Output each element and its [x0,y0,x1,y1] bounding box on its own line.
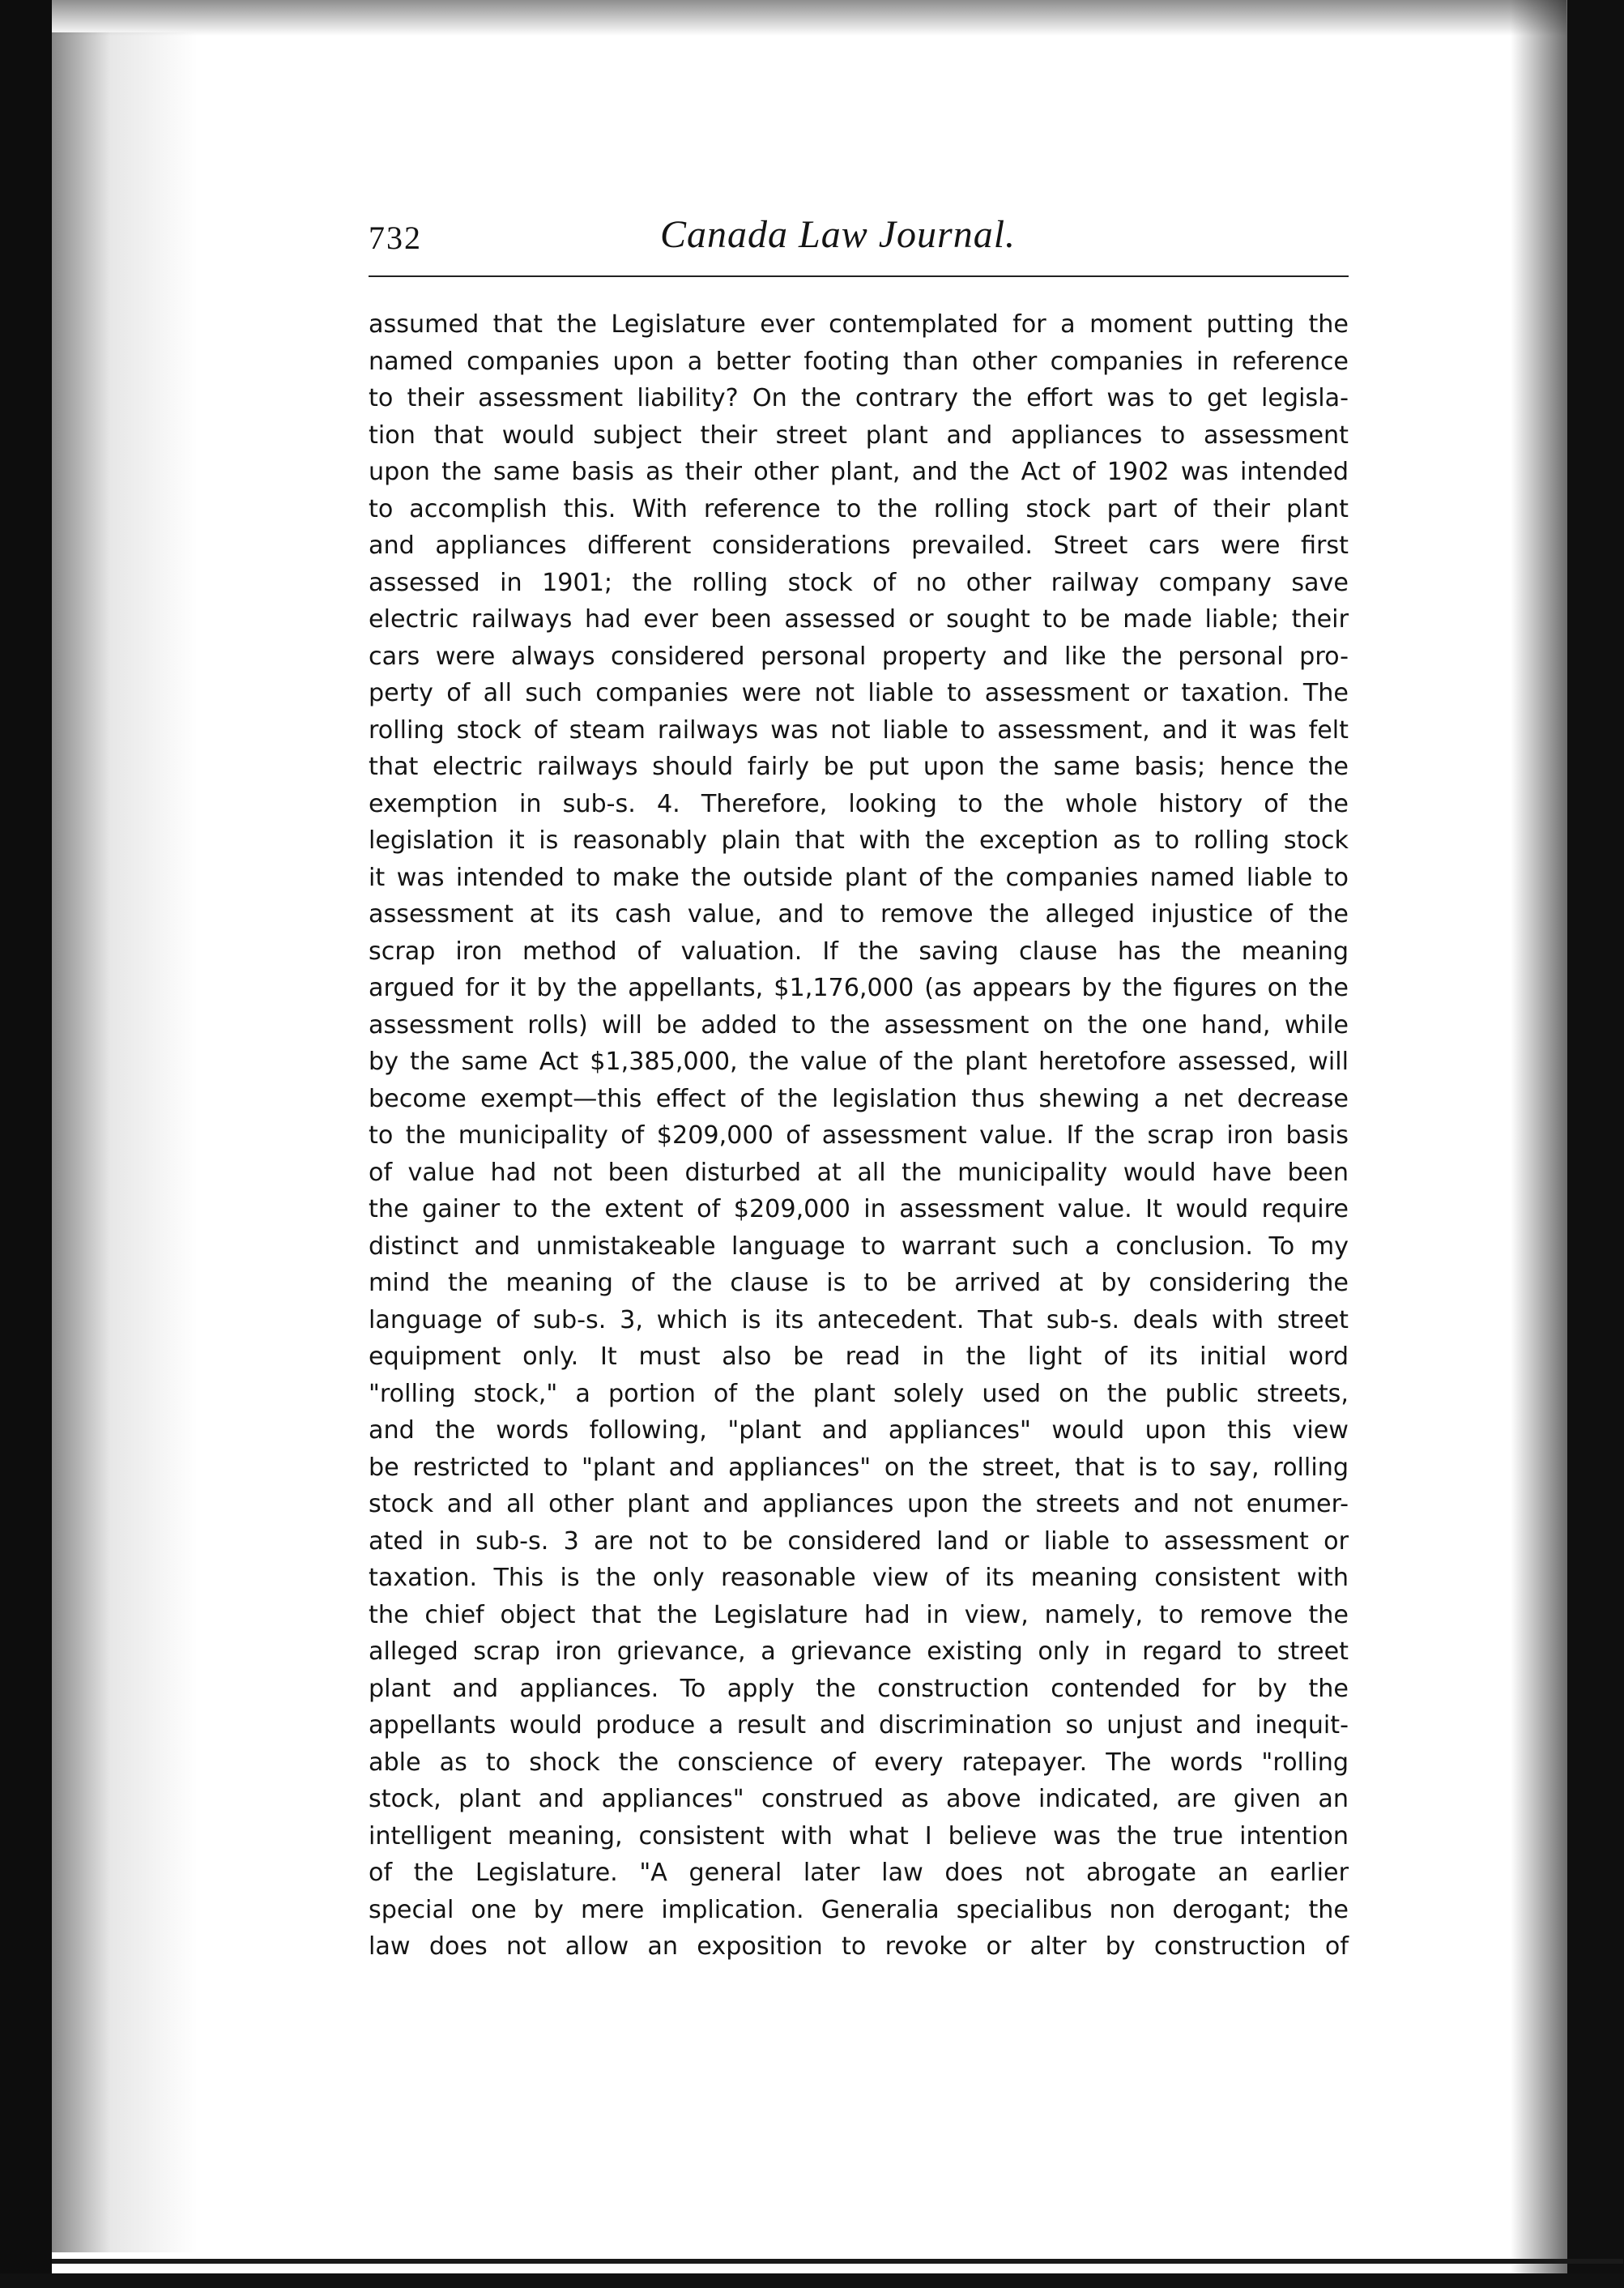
text-line: stock and all other plant and appliances upon the streets and not enumer- [369,1490,1349,1518]
text-line: legislation it is reasonably plain that with the exception as to rolling stock [369,826,1349,855]
text-line: alleged scrap iron grievance, a grievance existing only in regard to street [369,1637,1349,1666]
text-line: distinct and unmistakeable language to warrant such a conclusion. To my [369,1232,1349,1261]
text-line: cars were always considered personal property and like the personal pro- [369,642,1349,671]
page-header [369,212,1349,271]
scan-border-bottom [0,2273,1624,2288]
text-line: language of sub-s. 3, which is its antecedent. That sub-s. deals with street [369,1305,1349,1334]
text-line: taxation. This is the only reasonable view of its meaning consistent with [369,1564,1349,1592]
text-line: ated in sub-s. 3 are not to be considered land or liable to assessment or [369,1526,1349,1556]
text-line: "rolling stock," a portion of the plant solely used on the public streets, [369,1379,1349,1408]
text-line: of value had not been disturbed at all the municipality would have been [369,1158,1349,1187]
text-line: to their assessment liability? On the contrary the effort was to get legisla- [369,384,1349,412]
header-rule [369,275,1349,277]
text-line: assessment rolls) will be added to the assessment on the one hand, while [369,1010,1349,1039]
scan-edge-bottom [52,2259,1623,2264]
text-line: plant and appliances. To apply the construction contended for by the [369,1674,1349,1703]
scan-shadow-top [52,0,1566,36]
scan-shadow-right [1511,0,1567,2288]
text-line: the chief object that the Legislature had in view, namely, to remove the [369,1600,1349,1629]
text-line: argued for it by the appellants, $1,176,000 (as appears by the figures on the [369,974,1349,1002]
text-line: assessment at its cash value, and to remove the alleged injustice of the [369,900,1349,928]
text-line: and the words following, "plant and appliances" would upon this view [369,1416,1349,1445]
text-line: of the Legislature. "A general later law does not abrogate an earlier [369,1859,1349,1887]
text-line: upon the same basis as their other plant, and the Act of 1902 was intended [369,458,1349,486]
running-title: Canada Law Journal. [660,213,1017,256]
text-line: mind the meaning of the clause is to be arrived at by considering the [369,1269,1349,1297]
text-line: electric railways had ever been assessed or sought to be made liable; their [369,605,1349,634]
text-line: tion that would subject their street plant and appliances to assessment [369,420,1349,450]
text-line: to the municipality of $209,000 of assessment value. If the scrap iron basis [369,1121,1349,1150]
text-line: assessed in 1901; the rolling stock of no other railway company save [369,568,1349,597]
text-line: appellants would produce a result and discrimination so unjust and inequit- [369,1711,1349,1739]
text-line: equipment only. It must also be read in the light of its initial word [369,1342,1349,1371]
text-line: and appliances different considerations prevailed. Street cars were first [369,531,1349,560]
text-line: intelligent meaning, consistent with what I believe was the true intention [369,1821,1349,1850]
text-line: named companies upon a better footing than other companies in reference [369,347,1349,376]
scan-border-right [1567,0,1624,2288]
text-line: to accomplish this. With reference to the rolling stock part of their plant [369,494,1349,523]
body-text [369,306,1349,1966]
text-line: exemption in sub-s. 4. Therefore, looking to the whole history of the [369,789,1349,818]
journal-page [369,212,1349,1966]
page-number: 732 [369,220,422,256]
text-line: scrap iron method of valuation. If the saving clause has the meaning [369,937,1349,966]
text-line: the gainer to the extent of $209,000 in assessment value. It would require [369,1195,1349,1223]
text-line: assumed that the Legislature ever contemplated for a moment putting the [369,310,1349,339]
text-line: stock, plant and appliances" construed as above indicated, are given an [369,1785,1349,1813]
scan-border-left [0,0,52,2288]
text-line: able as to shock the conscience of every ratepayer. The words "rolling [369,1748,1349,1777]
text-line: be restricted to "plant and appliances" on the street, that is to say, rolling [369,1453,1349,1482]
text-line: perty of all such companies were not liable to assessment or taxation. The [369,679,1349,707]
text-line: law does not allow an exposition to revoke or alter by construction of [369,1932,1349,1961]
scan-shadow-left [52,32,198,2252]
text-line: rolling stock of steam railways was not liable to assessment, and it was felt [369,715,1349,745]
text-line: by the same Act $1,385,000, the value of the plant heretofore assessed, will [369,1048,1349,1076]
text-line: it was intended to make the outside plant of the companies named liable to [369,863,1349,892]
text-line: become exempt—this effect of the legislation thus shewing a net decrease [369,1084,1349,1113]
text-line: special one by mere implication. Generalia specialibus non derogant; the [369,1895,1349,1924]
text-line: that electric railways should fairly be put upon the same basis; hence the [369,753,1349,781]
